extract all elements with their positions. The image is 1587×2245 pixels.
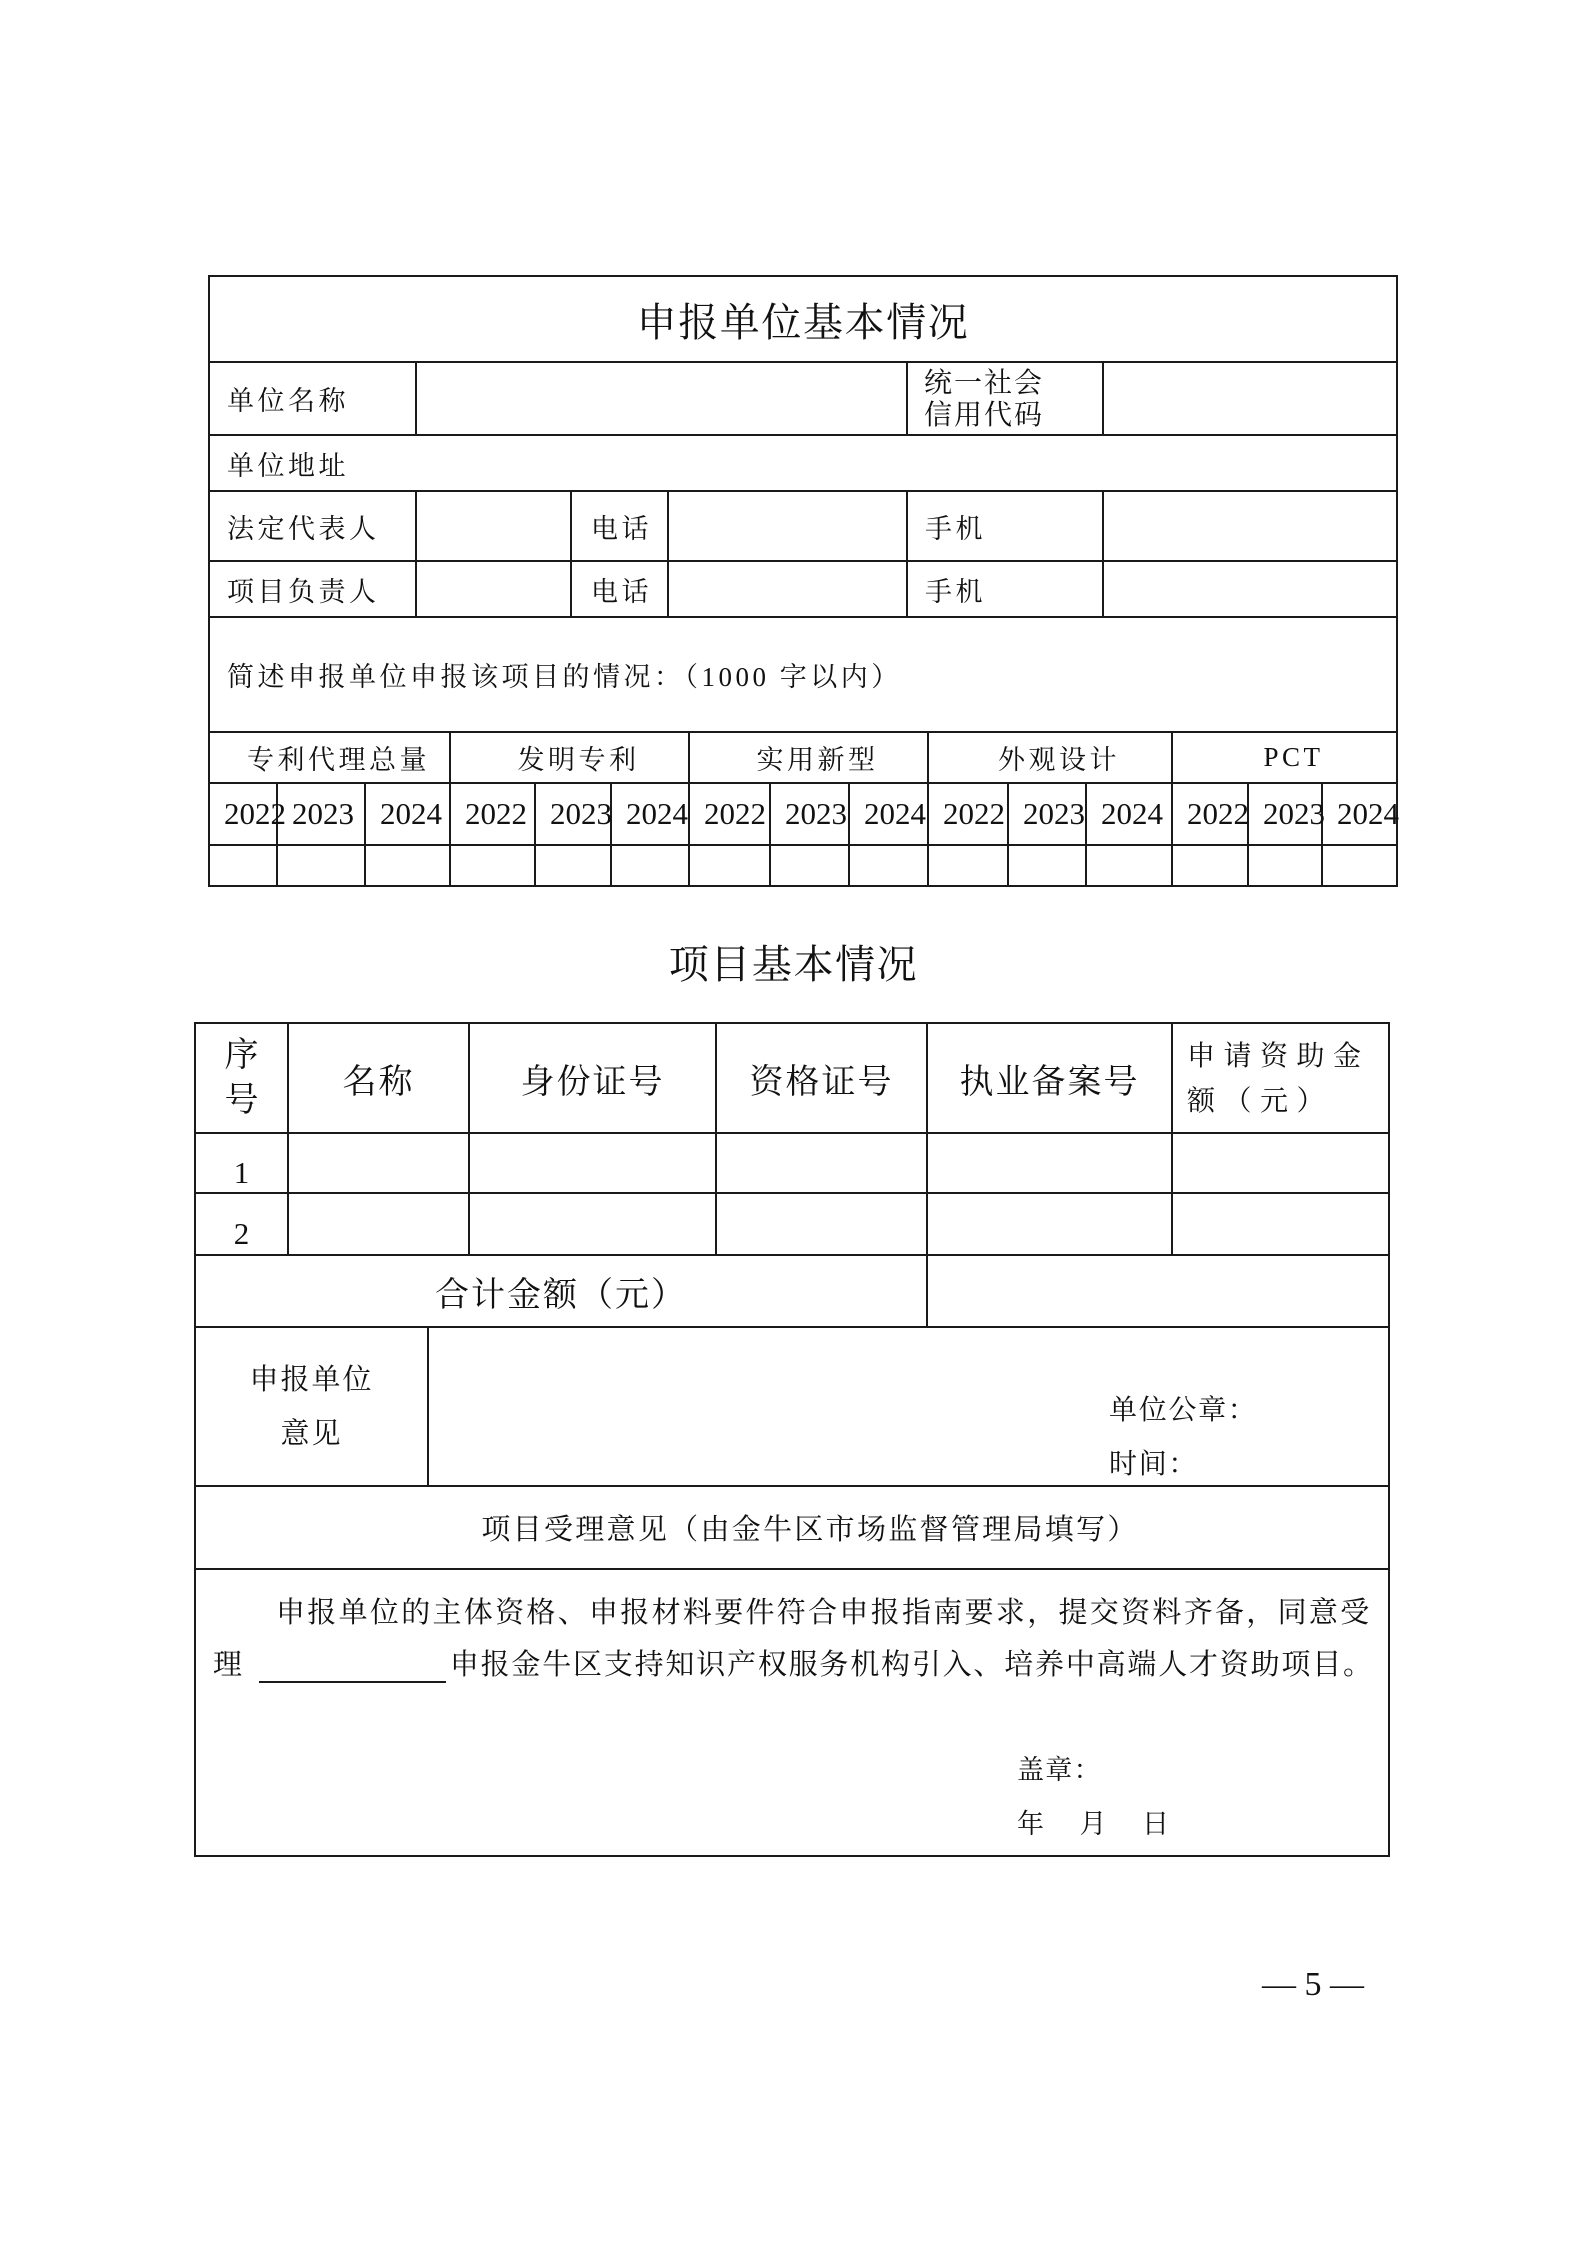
year-header: 2023 [1249, 784, 1323, 846]
design-patent-header: 外观设计 [929, 733, 1173, 784]
acceptance-text-line2 [213, 1645, 1374, 1685]
practice-record-field[interactable] [928, 1194, 1173, 1256]
name-field[interactable] [289, 1194, 470, 1256]
unit-address-label: 单位地址 [227, 450, 349, 481]
header-qualification: 资格证号 [717, 1024, 928, 1134]
acceptance-text-line1: 申报单位的主体资格、申报材料要件符合申报指南要求，提交资料齐备，同意受 [276, 1597, 1372, 1629]
unit-address-row [210, 436, 1398, 492]
project-lead-field[interactable] [417, 562, 572, 618]
basic-info-title: 申报单位基本情况 [210, 277, 1398, 363]
year-header: 2024 [1323, 784, 1398, 846]
legal-rep-field[interactable] [417, 492, 572, 562]
row-number: 1 [196, 1134, 289, 1194]
year-header: 2023 [1009, 784, 1087, 846]
year-header: 2023 [278, 784, 366, 846]
year-header: 2024 [850, 784, 929, 846]
legal-rep-mobile-label: 手机 [908, 492, 1104, 562]
applicant-opinion-label-cell [196, 1328, 429, 1487]
opinion-time-label: 时间： [1109, 1448, 1199, 1479]
basic-info-table [208, 275, 1398, 887]
patent-count-cell[interactable] [1173, 846, 1249, 887]
project-info-title: 项目基本情况 [668, 943, 919, 987]
year-header: 2022 [690, 784, 771, 846]
stamp-label: 盖章： [1017, 1755, 1102, 1785]
id-number-field[interactable] [470, 1194, 717, 1256]
invention-patent-header: 发明专利 [451, 733, 690, 784]
id-number-field[interactable] [470, 1134, 717, 1194]
year-header: 2022 [210, 784, 278, 846]
header-amount: 申请资助金额（元） [1187, 1040, 1370, 1116]
patent-count-cell[interactable] [278, 846, 366, 887]
qualification-field[interactable] [717, 1134, 928, 1194]
project-summary-label: 简述申报单位申报该项目的情况：（1000 字以内） [227, 662, 902, 692]
patent-count-cell[interactable] [929, 846, 1009, 887]
accepted-unit-blank[interactable] [259, 1647, 446, 1683]
patent-count-cell[interactable] [771, 846, 850, 887]
patent-count-cell[interactable] [210, 846, 278, 887]
project-lead-label: 项目负责人 [210, 562, 417, 618]
project-lead-phone-field[interactable] [669, 562, 908, 618]
header-amount-cell [1173, 1024, 1390, 1134]
patent-count-cell[interactable] [850, 846, 929, 887]
total-amount-label: 合计金额（元） [196, 1256, 928, 1328]
year-header: 2022 [451, 784, 536, 846]
project-lead-phone-label: 电话 [572, 562, 669, 618]
unit-name-field[interactable] [417, 363, 908, 436]
patent-count-cell[interactable] [1009, 846, 1087, 887]
unit-seal-label: 单位公章： [1109, 1394, 1258, 1425]
credit-code-label: 统一社会信用代码 [924, 366, 1045, 430]
name-field[interactable] [289, 1134, 470, 1194]
legal-rep-label: 法定代表人 [210, 492, 417, 562]
year-header: 2023 [771, 784, 850, 846]
page-number: — 5 — [1262, 1966, 1364, 2003]
date-label: 年 月 日 [1017, 1809, 1170, 1839]
patent-count-cell[interactable] [366, 846, 451, 887]
practice-record-field[interactable] [928, 1134, 1173, 1194]
patent-count-cell[interactable] [1087, 846, 1173, 887]
header-name: 名称 [289, 1024, 470, 1134]
utility-model-header: 实用新型 [690, 733, 929, 784]
patent-count-cell[interactable] [690, 846, 771, 887]
year-header: 2024 [366, 784, 451, 846]
patent-count-cell[interactable] [612, 846, 690, 887]
header-no: 序号 [224, 1036, 259, 1119]
row-number: 2 [196, 1194, 289, 1256]
patent-total-header: 专利代理总量 [210, 733, 451, 784]
header-practice-record: 执业备案号 [928, 1024, 1173, 1134]
patent-count-cell[interactable] [1323, 846, 1398, 887]
legal-rep-phone-field[interactable] [669, 492, 908, 562]
acceptance-prefix: 理 [213, 1649, 244, 1681]
applicant-opinion-field[interactable] [429, 1328, 1390, 1487]
project-info-table [194, 1022, 1390, 1857]
acceptance-opinion-body [196, 1570, 1390, 1857]
applicant-opinion-label: 申报单位意见 [249, 1363, 374, 1450]
pct-header: PCT [1173, 733, 1398, 784]
amount-field[interactable] [1173, 1134, 1390, 1194]
credit-code-field[interactable] [1104, 363, 1398, 436]
unit-name-label: 单位名称 [210, 363, 417, 436]
header-id-number: 身份证号 [470, 1024, 717, 1134]
year-header: 2022 [929, 784, 1009, 846]
year-header: 2024 [612, 784, 690, 846]
unit-address-field[interactable] [349, 436, 1396, 490]
qualification-field[interactable] [717, 1194, 928, 1256]
project-summary-cell[interactable] [210, 618, 1398, 733]
year-header: 2024 [1087, 784, 1173, 846]
header-no-cell [196, 1024, 289, 1134]
acceptance-suffix: 申报金牛区支持知识产权服务机构引入、培养中高端人才资助项目。 [449, 1649, 1374, 1681]
amount-field[interactable] [1173, 1194, 1390, 1256]
patent-count-cell[interactable] [1249, 846, 1323, 887]
project-lead-mobile-field[interactable] [1104, 562, 1398, 618]
legal-rep-mobile-field[interactable] [1104, 492, 1398, 562]
year-header: 2023 [536, 784, 612, 846]
acceptance-opinion-title: 项目受理意见（由金牛区市场监督管理局填写） [196, 1487, 1390, 1570]
project-lead-mobile-label: 手机 [908, 562, 1104, 618]
credit-code-label-cell [908, 363, 1104, 436]
patent-count-cell[interactable] [536, 846, 612, 887]
year-header: 2022 [1173, 784, 1249, 846]
total-amount-field[interactable] [928, 1256, 1390, 1328]
patent-count-cell[interactable] [451, 846, 536, 887]
legal-rep-phone-label: 电话 [572, 492, 669, 562]
